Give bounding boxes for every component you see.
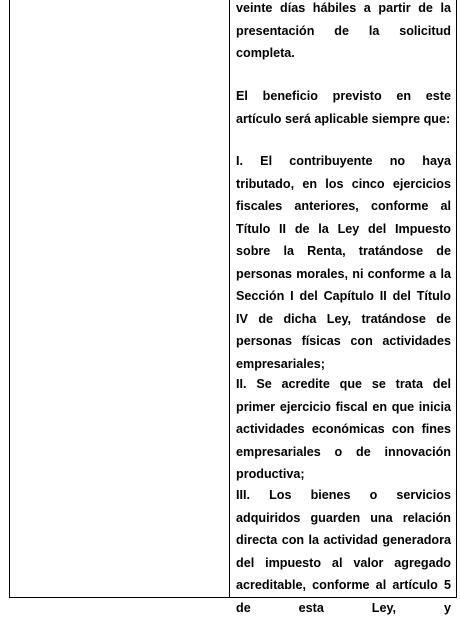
paragraph-condition-i: I. El contribuyente no haya tributado, en los cinco ejercicios fiscales anteriores, conforme al Título II de la Ley del Impuesto sobre la Renta, tratándose de personas morales, ni conforme a la Sección I del Capítulo II del Título IV de dicha Ley, tratándose de personas físicas con actividades empresariales;	[236, 154, 451, 371]
paragraph-benefit-conditions: El beneficio previsto en este artículo será aplicable siempre que:	[236, 89, 451, 126]
paragraph-condition-iii: III. Los bienes o servicios adquiridos guarden una relación directa con la actividad generadora del impuesto al valor agregado acreditable, conforme al artículo 5 de esta Ley, y	[236, 488, 451, 615]
document-table	[9, 0, 457, 615]
column-divider	[229, 0, 230, 597]
paragraph-condition-ii: II. Se acredite que se trata del primer ejercicio fiscal en que inicia actividades económicas con fines empresariales o de innovación productiva;	[236, 377, 451, 481]
paragraph-resolution-deadline: veinte días hábiles a partir de la presentación de la solicitud completa.	[236, 1, 451, 60]
left-column-cell	[10, 0, 229, 597]
right-column-cell	[236, 0, 451, 615]
